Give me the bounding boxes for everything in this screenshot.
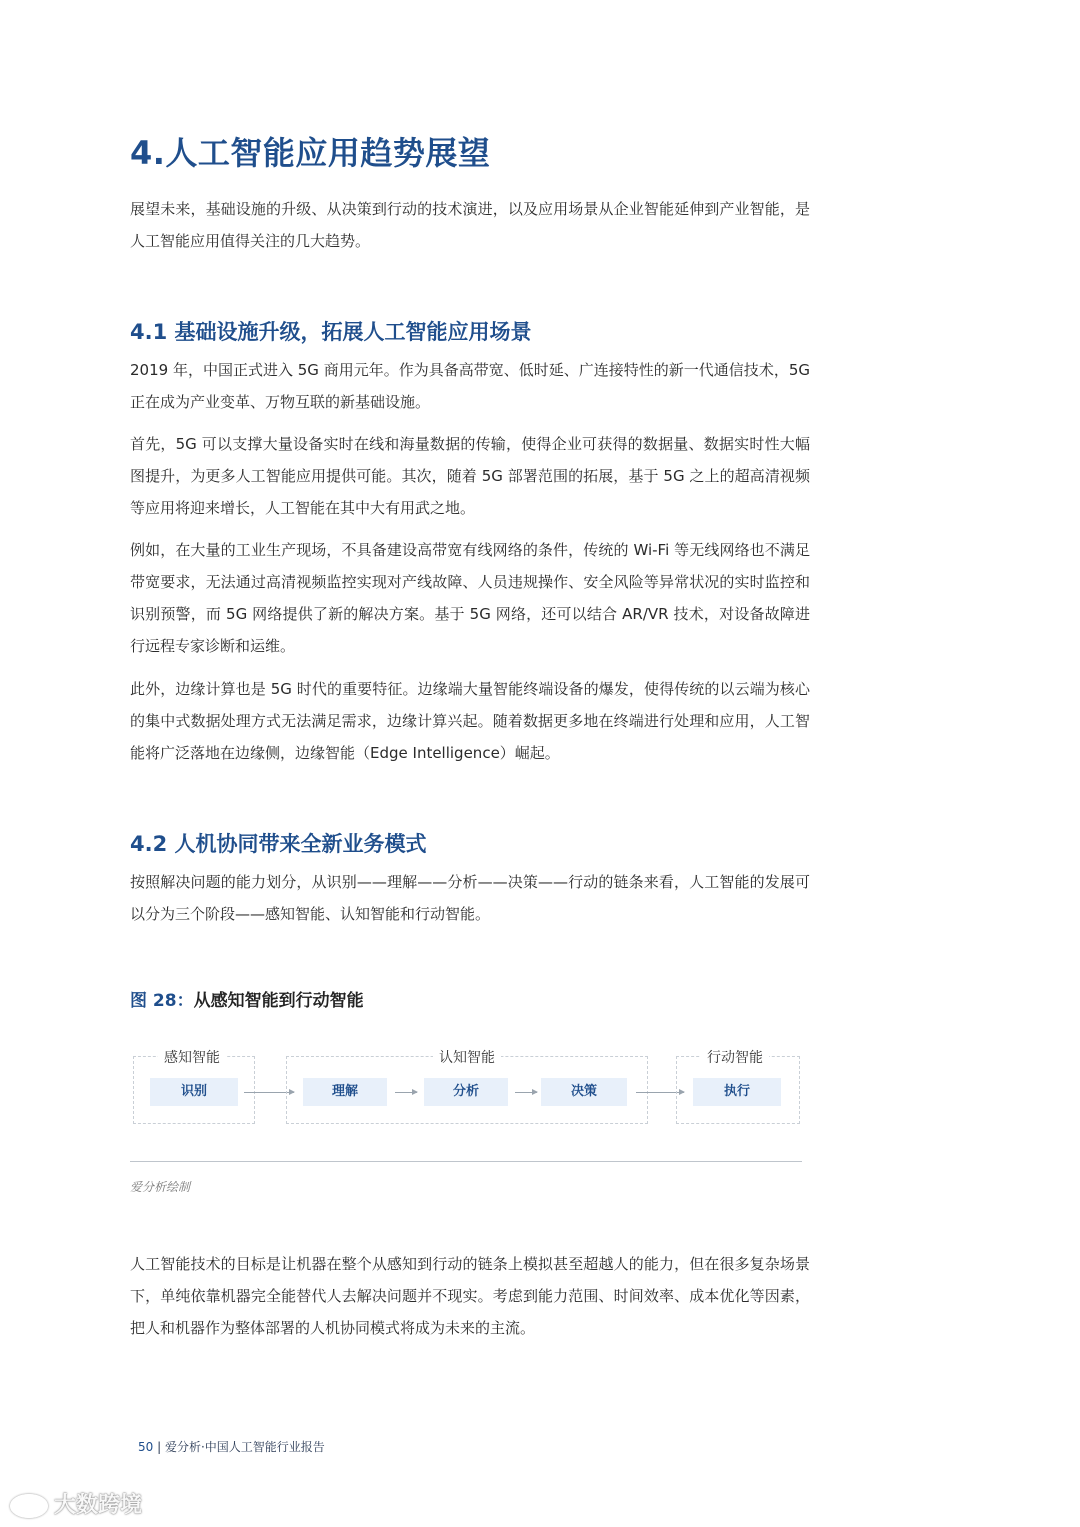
watermark — [10, 1488, 142, 1519]
group-action-label: 行动智能 — [701, 1047, 769, 1067]
section-4-1-paragraph-4: 此外，边缘计算也是 5G 时代的重要特征。边缘端大量智能终端设备的爆发，使得传统的以云端为核心的集中式数据处理方式无法满足需求，边缘计算兴起。随着数据更多地在终端进行处理和应用，人工智能将广泛落地在边缘侧，边缘智能（Edge Intelligence）崛起。 — [130, 680, 810, 762]
section-4-1-heading: 4.1 基础设施升级，拓展人工智能应用场景 — [130, 320, 532, 344]
page-footer — [138, 1438, 325, 1455]
page-number: 50 — [138, 1440, 154, 1454]
step-execute: 执行 — [693, 1078, 781, 1106]
section-4-1-paragraph-1: 2019 年，中国正式进入 5G 商用元年。作为具备高带宽、低时延、广连接特性的新一代通信技术，5G 正在成为产业变革、万物互联的新基础设施。 — [130, 361, 810, 411]
arrow-analyze-decide — [515, 1092, 537, 1093]
watermark-text: 大数跨境 — [54, 1493, 143, 1518]
figure-number: 图 28： — [130, 991, 194, 1011]
page-title: 4.人工智能应用趋势展望 — [130, 134, 491, 172]
step-decide: 决策 — [541, 1078, 627, 1106]
watermark-logo-icon — [10, 1494, 48, 1518]
step-analyze: 分析 — [424, 1078, 508, 1106]
figure-divider — [130, 1161, 802, 1162]
figure-title — [130, 986, 364, 1011]
section-4-1-paragraph-3: 例如，在大量的工业生产现场，不具备建设高带宽有线网络的条件，传统的 Wi-Fi 等无线网络也不满足带宽要求，无法通过高清视频监控实现对产线故障、人员违规操作、安全风险等异常状况的实时监控和识别预警，而 5G 网络提供了新的解决方案。基于 5G 网络，还可以结合 AR/VR 技术，对设备故障进行远程专家诊断和运维。 — [130, 541, 810, 655]
section-4-2-paragraph: 按照解决问题的能力划分，从识别——理解——分析——决策——行动的链条来看，人工智能的发展可以分为三个阶段——感知智能、认知智能和行动智能。 — [130, 873, 810, 923]
intro-paragraph: 展望未来，基础设施的升级、从决策到行动的技术演进，以及应用场景从企业智能延伸到产业智能，是人工智能应用值得关注的几大趋势。 — [130, 200, 810, 250]
group-perception-label: 感知智能 — [158, 1047, 226, 1067]
step-recognize: 识别 — [150, 1078, 238, 1106]
section-4-1-paragraph-2: 首先，5G 可以支撑大量设备实时在线和海量数据的传输，使得企业可获得的数据量、数据实时性大幅图提升，为更多人工智能应用提供可能。其次，随着 5G 部署范围的拓展，基于 5G 之上的超高清视频等应用将迎来增长，人工智能在其中大有用武之地。 — [130, 435, 810, 517]
closing-paragraph: 人工智能技术的目标是让机器在整个从感知到行动的链条上模拟甚至超越人的能力，但在很多复杂场景下，单纯依靠机器完全能替代人去解决问题并不现实。考虑到能力范围、时间效率、成本优化等因素，把人和机器作为整体部署的人机协同模式将成为未来的主流。 — [130, 1255, 810, 1337]
section-4-2-heading: 4.2 人机协同带来全新业务模式 — [130, 832, 427, 856]
arrow-understand-analyze — [395, 1092, 417, 1093]
report-name: 爱分析·中国人工智能行业报告 — [164, 1440, 325, 1454]
figure-caption: 从感知智能到行动智能 — [193, 991, 364, 1011]
figure-source: 爱分析绘制 — [130, 1180, 191, 1194]
footer-separator: | — [157, 1440, 162, 1454]
step-understand: 理解 — [303, 1078, 387, 1106]
group-cognition-label: 认知智能 — [433, 1047, 501, 1067]
